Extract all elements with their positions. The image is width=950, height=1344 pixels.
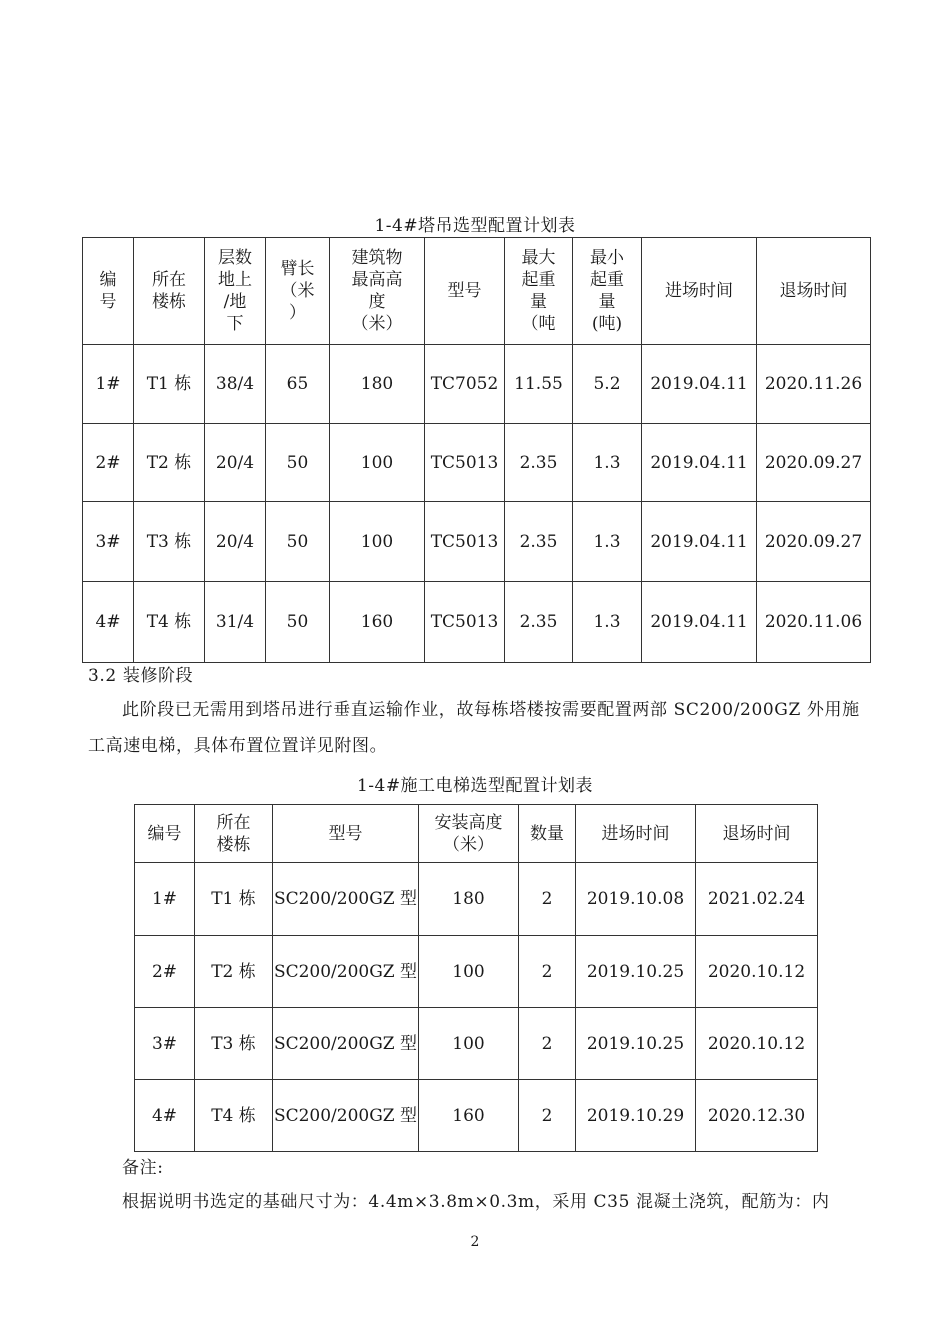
table-row (135, 863, 818, 936)
table-cell: 100 (419, 1008, 519, 1080)
table-cell: 2020.11.06 (757, 582, 871, 663)
table1-header-cell: 建筑物 最高高 度 （米） (330, 238, 425, 345)
tower-crane-table (82, 237, 871, 663)
table-cell: 2019.04.11 (642, 424, 757, 502)
table-cell: 2019.10.25 (576, 936, 696, 1008)
table1-header-cell: 臂长 （米 ） (266, 238, 330, 345)
table-cell: 4# (135, 1080, 195, 1152)
table-row (135, 1008, 818, 1080)
table-row (135, 1080, 818, 1152)
table-cell: 50 (266, 502, 330, 582)
table-cell: 5.2 (573, 345, 642, 424)
table-cell: 11.55 (505, 345, 573, 424)
table-cell: 100 (330, 424, 425, 502)
table-cell: 1# (135, 863, 195, 936)
table-cell: 2021.02.24 (696, 863, 818, 936)
table-cell: T4 栋 (195, 1080, 273, 1152)
table-cell: 1.3 (573, 582, 642, 663)
notes-label: 备注: (122, 1158, 164, 1178)
table-cell: SC200/200GZ 型 (273, 936, 419, 1008)
table2-header-row (135, 805, 818, 863)
table-cell: 1.3 (573, 502, 642, 582)
table-cell: 2 (519, 863, 576, 936)
notes-body: 根据说明书选定的基础尺寸为：4.4m×3.8m×0.3m，采用 C35 混凝土浇筑，配筋为：内 (122, 1192, 830, 1212)
table-cell: TC5013 (425, 582, 505, 663)
table-cell: 2019.04.11 (642, 582, 757, 663)
page-number: 2 (470, 1234, 480, 1250)
table2-header-cell: 退场时间 (696, 805, 818, 863)
section-heading: 3.2 装修阶段 (88, 666, 194, 686)
table1-header-cell: 型号 (425, 238, 505, 345)
table-cell: 2020.12.30 (696, 1080, 818, 1152)
table-row (83, 345, 871, 424)
table-cell: 2020.11.26 (757, 345, 871, 424)
table-cell: SC200/200GZ 型 (273, 1080, 419, 1152)
table-cell: 100 (419, 936, 519, 1008)
table-cell: 2# (83, 424, 134, 502)
table-cell: TC5013 (425, 502, 505, 582)
table-cell: 2.35 (505, 424, 573, 502)
table-cell: SC200/200GZ 型 (273, 1008, 419, 1080)
table2-header-cell: 数量 (519, 805, 576, 863)
table-cell: 160 (419, 1080, 519, 1152)
table-cell: 2.35 (505, 582, 573, 663)
section-body: 此阶段已无需用到塔吊进行垂直运输作业，故每栋塔楼按需要配置两部 SC200/200GZ 外用施工高速电梯，具体布置位置详见附图。 (88, 700, 860, 756)
table-cell: 2020.09.27 (757, 502, 871, 582)
table-cell: 2019.04.11 (642, 345, 757, 424)
table-cell: 2# (135, 936, 195, 1008)
table-cell: SC200/200GZ 型 (273, 863, 419, 936)
table2-header-cell: 编号 (135, 805, 195, 863)
table-cell: 20/4 (205, 424, 266, 502)
table-cell: 2020.10.12 (696, 936, 818, 1008)
table-cell: 3# (135, 1008, 195, 1080)
table2-header-cell: 进场时间 (576, 805, 696, 863)
table-cell: 31/4 (205, 582, 266, 663)
table-cell: 2 (519, 1080, 576, 1152)
table-cell: 65 (266, 345, 330, 424)
table1-header-cell: 最小 起重 量 (吨) (573, 238, 642, 345)
table-cell: T1 栋 (134, 345, 205, 424)
table-cell: 50 (266, 582, 330, 663)
table-cell: 3# (83, 502, 134, 582)
table-cell: 2019.04.11 (642, 502, 757, 582)
table1-header-row (83, 238, 871, 345)
table-row (135, 936, 818, 1008)
table-cell: 2020.10.12 (696, 1008, 818, 1080)
table1-header-cell: 层数 地上 /地 下 (205, 238, 266, 345)
table-cell: T1 栋 (195, 863, 273, 936)
table1-header-cell: 所在 楼栋 (134, 238, 205, 345)
table-cell: 2 (519, 936, 576, 1008)
table-cell: 180 (419, 863, 519, 936)
table-cell: 2019.10.08 (576, 863, 696, 936)
table-cell: 160 (330, 582, 425, 663)
table1-header-cell: 编 号 (83, 238, 134, 345)
table-cell: 4# (83, 582, 134, 663)
table-cell: TC5013 (425, 424, 505, 502)
table2-header-cell: 型号 (273, 805, 419, 863)
table-cell: 2 (519, 1008, 576, 1080)
table-cell: TC7052 (425, 345, 505, 424)
construction-elevator-table (134, 804, 818, 1152)
table-cell: 1.3 (573, 424, 642, 502)
table-row (83, 582, 871, 663)
table-cell: T3 栋 (134, 502, 205, 582)
table-cell: 100 (330, 502, 425, 582)
table-cell: 38/4 (205, 345, 266, 424)
table-cell: 2.35 (505, 502, 573, 582)
table1-header-cell: 进场时间 (642, 238, 757, 345)
table-cell: T4 栋 (134, 582, 205, 663)
table2-header-cell: 所在 楼栋 (195, 805, 273, 863)
table-cell: 2019.10.29 (576, 1080, 696, 1152)
table-cell: 20/4 (205, 502, 266, 582)
table2-header-cell: 安装高度 （米） (419, 805, 519, 863)
table-cell: 1# (83, 345, 134, 424)
table-cell: 2019.10.25 (576, 1008, 696, 1080)
table-cell: 180 (330, 345, 425, 424)
table-row (83, 502, 871, 582)
table1-header-cell: 最大 起重 量 （吨 (505, 238, 573, 345)
table-cell: 2020.09.27 (757, 424, 871, 502)
table-cell: T3 栋 (195, 1008, 273, 1080)
table-cell: T2 栋 (134, 424, 205, 502)
table1-header-cell: 退场时间 (757, 238, 871, 345)
table-cell: T2 栋 (195, 936, 273, 1008)
table1-caption: 1-4#塔吊选型配置计划表 (374, 216, 576, 236)
table-row (83, 424, 871, 502)
table-cell: 50 (266, 424, 330, 502)
table2-caption: 1-4#施工电梯选型配置计划表 (356, 776, 594, 796)
